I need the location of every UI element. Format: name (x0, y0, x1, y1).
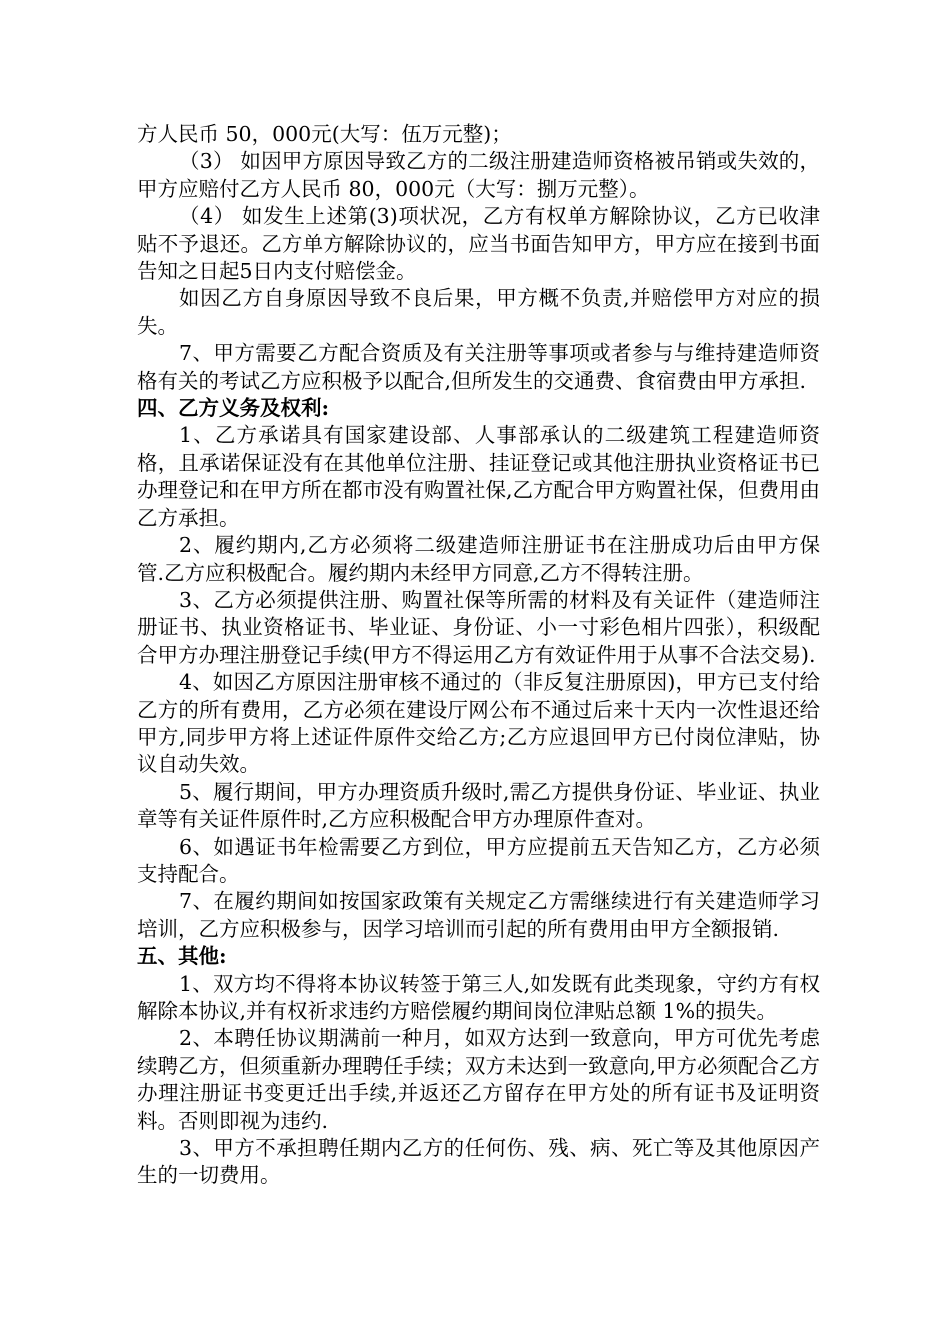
section-heading: 四、乙方义务及权利: (137, 396, 330, 421)
body-paragraph: 7、在履约期间如按国家政策有关规定乙方需继续进行有关建造师学习培训，乙方应积极参与，因学习培训而引起的所有费用由甲方全额报销. (137, 889, 820, 941)
body-paragraph: 5、履行期间，甲方办理资质升级时,需乙方提供身份证、毕业证、执业章等有关证件原件时,乙方应积极配合甲方办理原件查对。 (137, 779, 820, 832)
body-paragraph: 1、双方均不得将本协议转签于第三人,如发既有此类现象，守约方有权解除本协议,并有权祈求违约方赔偿履约期间岗位津贴总额 1%的损失。 (137, 971, 820, 1023)
body-paragraph: 7、甲方需要乙方配合资质及有关注册等事项或者参与与维持建造师资格有关的考试乙方应积极予以配合,但所发生的交通费、食宿费由甲方承担. (137, 341, 820, 393)
body-paragraph: 方人民币 50，000元(大写：伍万元整)； (137, 122, 512, 146)
section-heading: 五、其他: (137, 944, 227, 969)
body-paragraph: 4、如因乙方原因注册审核不通过的（非反复注册原因)，甲方已支付给乙方的所有费用，乙方必须在建设厅网公布不通过后来十天内一次性退还给甲方,同步甲方将上述证件原件交给乙方;乙方应退回甲方已付岗位津贴，协议自动失效。 (137, 670, 820, 777)
body-paragraph: （3） 如因甲方原因导致乙方的二级注册建造师资格被吊销或失效的，甲方应赔付乙方人民币 80，000元（大写：捌万元整）。 (137, 149, 820, 201)
body-paragraph: 2、本聘任协议期满前一种月，如双方达到一致意向，甲方可优先考虑续聘乙方，但须重新办理聘任手续；双方未达到一致意向,甲方必须配合乙方办理注册证书变更迁出手续,并返还乙方留存在甲方处的所有证书及证明资料。否则即视为违约. (137, 1026, 821, 1133)
body-paragraph: 6、如遇证书年检需要乙方到位，甲方应提前五天告知乙方，乙方必须支持配合。 (137, 834, 820, 886)
body-paragraph: 如因乙方自身原因导致不良后果，甲方概不负责,并赔偿甲方对应的损失。 (137, 286, 820, 338)
body-paragraph: 2、履约期内,乙方必须将二级建造师注册证书在注册成功后由甲方保管.乙方应积极配合。履约期内未经甲方同意,乙方不得转注册。 (137, 533, 820, 585)
body-paragraph: 3、甲方不承担聘任期内乙方的任何伤、残、病、死亡等及其他原因产生的一切费用。 (137, 1136, 820, 1188)
body-paragraph: 3、乙方必须提供注册、购置社保等所需的材料及有关证件（建造师注册证书、执业资格证书、毕业证、身份证、小一寸彩色相片四张），积级配合甲方办理注册登记手续(甲方不得运用乙方有效证件用于从事不合法交易). (137, 587, 820, 667)
body-paragraph: （4） 如发生上述第(3)项状况，乙方有权单方解除协议，乙方已收津贴不予退还。乙方单方解除协议的，应当书面告知甲方，甲方应在接到书面告知之日起5日内支付赔偿金。 (137, 204, 820, 284)
body-paragraph: 1、乙方承诺具有国家建设部、人事部承认的二级建筑工程建造师资格，且承诺保证没有在其他单位注册、挂证登记或其他注册执业资格证书已办理登记和在甲方所在都市没有购置社保,乙方配合甲方购置社保，但费用由乙方承担。 (137, 423, 821, 530)
document-body (137, 121, 820, 1190)
